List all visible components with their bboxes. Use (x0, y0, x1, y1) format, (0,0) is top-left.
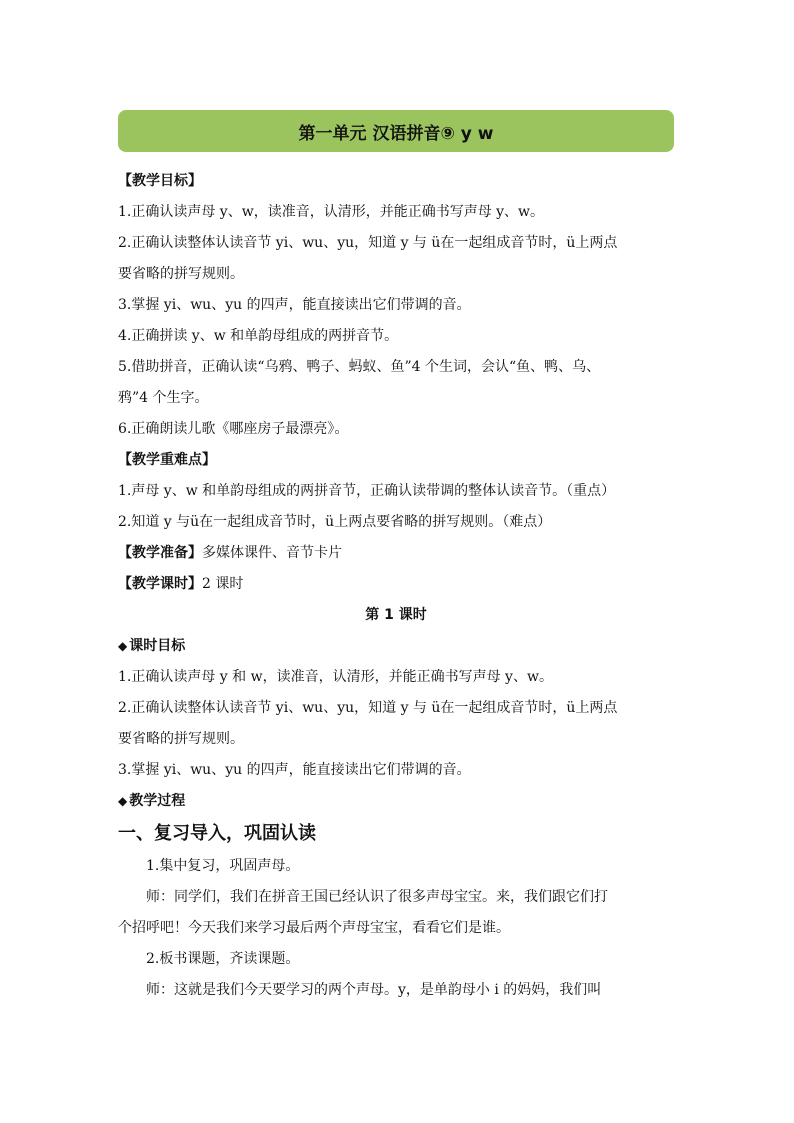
goal-line: 3.掌握 yi、wu、yu 的四声，能直接读出它们带调的音。 (118, 297, 471, 313)
lesson-title: 第 1 课时 (365, 607, 427, 623)
body-line: 1.集中复习，巩固声母。 (146, 858, 300, 874)
process-heading: ◆ 教学过程 (118, 793, 186, 809)
class-hours-text: 2 课时 (202, 576, 244, 592)
goal-line: 要省略的拼写规则。 (118, 266, 244, 282)
body-line: 2.板书课题，齐读课题。 (146, 951, 300, 967)
body-line: 个招呼吧！今天我们来学习最后两个声母宝宝，看看它们是谁。 (118, 920, 510, 936)
goals-heading: 【教学目标】 (118, 173, 202, 189)
body-line: 师：同学们，我们在拼音王国已经认识了很多声母宝宝。来，我们跟它们打 (146, 889, 608, 905)
body-line: 师：这就是我们今天要学习的两个声母。y，是单韵母小 i 的妈妈，我们叫 (146, 982, 602, 998)
page-title: 第一单元 汉语拼音⑨ y w (118, 110, 674, 152)
key-points-heading: 【教学重难点】 (118, 452, 216, 468)
diamond-bullet-icon: ◆ (118, 639, 128, 653)
part1-heading: 一、复习导入，巩固认读 (118, 823, 316, 844)
lesson-goal-line: 3.掌握 yi、wu、yu 的四声，能直接读出它们带调的音。 (118, 762, 471, 778)
goal-line: 4.正确拼读 y、w 和单韵母组成的两拼音节。 (118, 328, 399, 344)
class-hours-line (118, 569, 674, 600)
goal-line: 2.正确认读整体认读音节 yi、wu、yu，知道 y 与 ü在一起组成音节时，ü上两点 (118, 235, 618, 251)
preparation-text: 多媒体课件、音节卡片 (202, 545, 342, 561)
diamond-bullet-icon: ◆ (118, 794, 128, 808)
goal-line: 6.正确朗读儿歌《哪座房子最漂亮》。 (118, 421, 349, 437)
key-point-line: 2.知道 y 与ü在一起组成音节时，ü上两点要省略的拼写规则。（难点） (118, 514, 552, 530)
key-point-line: 1.声母 y、w 和单韵母组成的两拼音节，正确认读带调的整体认读音节。（重点） (118, 483, 616, 499)
goal-line: 5.借助拼音，正确认读“乌鸦、鸭子、蚂蚁、鱼”4 个生词，会认“鱼、鸭、乌、 (118, 359, 601, 375)
preparation-line (118, 538, 674, 569)
lesson-goal-line: 1.正确认读声母 y 和 w，读准音，认清形，并能正确书写声母 y、w。 (118, 669, 553, 685)
lesson-goal-line: 2.正确认读整体认读音节 yi、wu、yu，知道 y 与 ü在一起组成音节时，ü上两点 (118, 700, 618, 716)
goal-line: 1.正确认读声母 y、w，读准音，认清形，并能正确书写声母 y、w。 (118, 204, 545, 220)
preparation-label: 【教学准备】 (118, 545, 202, 561)
lesson-goal-line: 要省略的拼写规则。 (118, 731, 244, 747)
lesson-goals-heading: ◆ 课时目标 (118, 638, 186, 654)
goal-line: 鸦”4 个生字。 (118, 390, 209, 406)
class-hours-label: 【教学课时】 (118, 576, 202, 592)
